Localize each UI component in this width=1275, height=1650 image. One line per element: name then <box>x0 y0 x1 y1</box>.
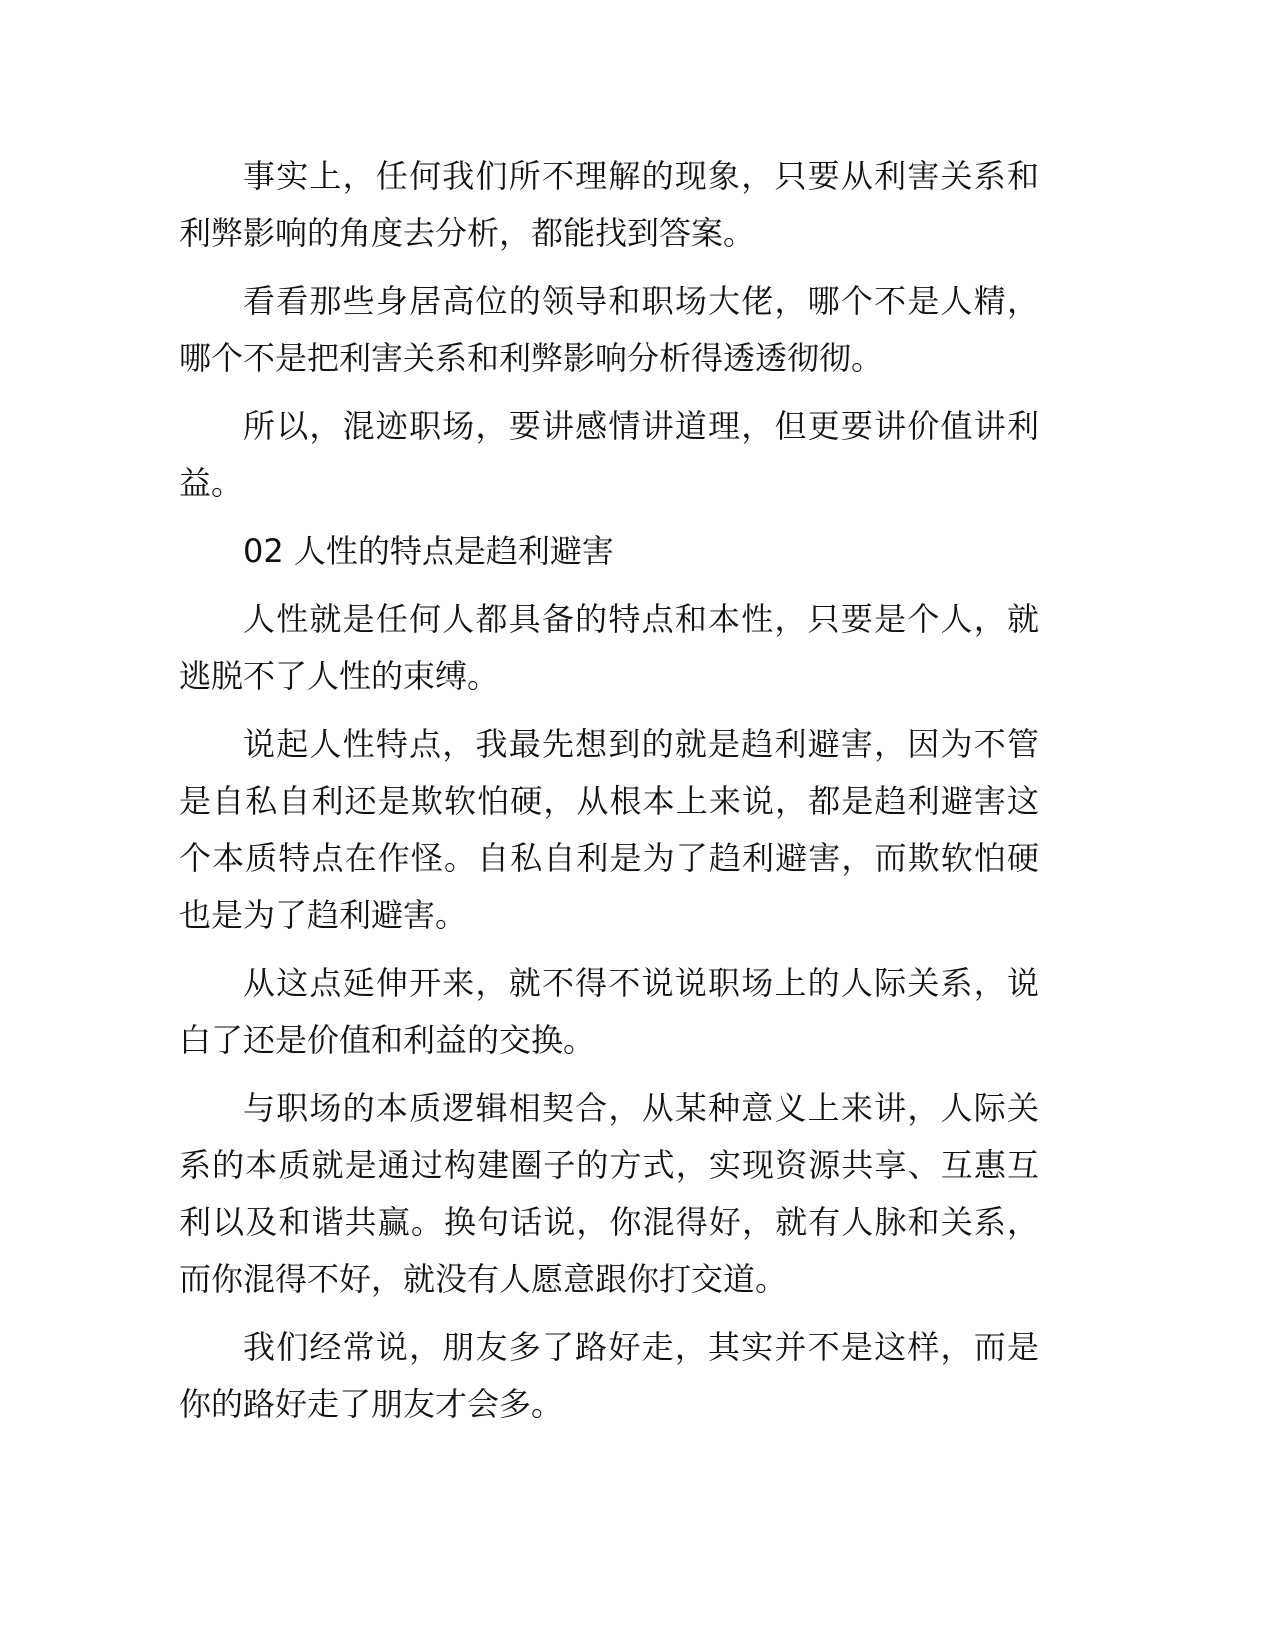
paragraph-8: 我们经常说，朋友多了路好走，其实并不是这样，而是你的路好走了朋友才会多。 <box>179 1328 1039 1423</box>
section-heading: 02 人性的特点是趋利避害 <box>243 532 614 570</box>
document-page <box>179 148 1039 1444</box>
paragraph-7: 与职场的本质逻辑相契合，从某种意义上来讲，人际关系的本质就是通过构建圈子的方式，实现资源共享、互惠互利以及和谐共赢。换句话说，你混得好，就有人脉和关系，而你混得不好，就没有人愿意跟你打交道。 <box>179 1089 1039 1298</box>
paragraph-4: 人性就是任何人都具备的特点和本性，只要是个人，就逃脱不了人性的束缚。 <box>179 600 1039 695</box>
paragraph-3: 所以，混迹职场，要讲感情讲道理，但更要讲价值讲利益。 <box>179 407 1039 502</box>
paragraph-5: 说起人性特点，我最先想到的就是趋利避害，因为不管是自私自利还是欺软怕硬，从根本上来说，都是趋利避害这个本质特点在作怪。自私自利是为了趋利避害，而欺软怕硬也是为了趋利避害。 <box>179 725 1039 934</box>
paragraph-6: 从这点延伸开来，就不得不说说职场上的人际关系，说白了还是价值和利益的交换。 <box>179 964 1039 1059</box>
paragraph-1: 事实上，任何我们所不理解的现象，只要从利害关系和利弊影响的角度去分析，都能找到答案。 <box>179 157 1039 252</box>
paragraph-2: 看看那些身居高位的领导和职场大佬，哪个不是人精，哪个不是把利害关系和利弊影响分析得透透彻彻。 <box>179 282 1039 377</box>
